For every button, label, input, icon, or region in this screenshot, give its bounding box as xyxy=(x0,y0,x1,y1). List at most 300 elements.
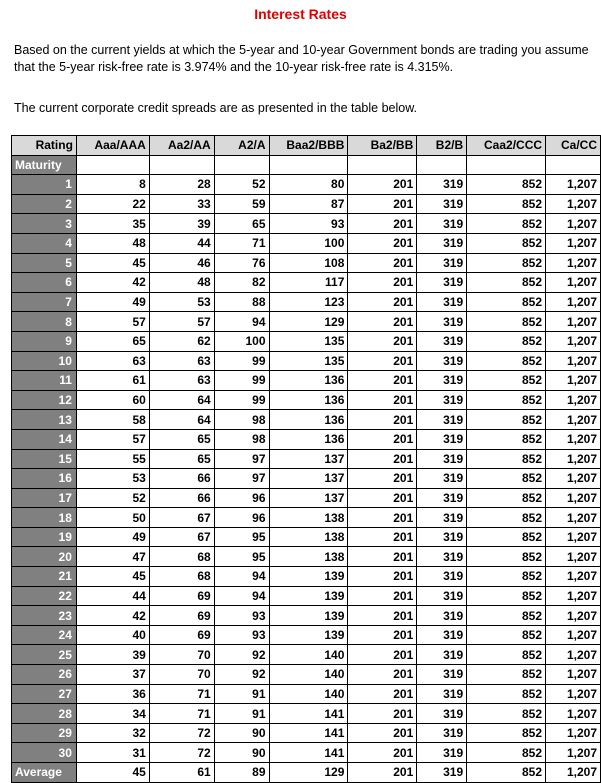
spread-cell: 1,207 xyxy=(546,429,601,449)
maturity-cell: 15 xyxy=(12,449,77,469)
spread-cell: 852 xyxy=(467,488,546,508)
spread-cell: 63 xyxy=(149,371,214,391)
spread-cell: 201 xyxy=(348,469,417,489)
spread-cell: 201 xyxy=(348,743,417,763)
maturity-cell: 17 xyxy=(12,488,77,508)
spread-cell: 93 xyxy=(269,214,348,234)
spread-cell: 40 xyxy=(76,625,149,645)
spread-cell: 852 xyxy=(467,390,546,410)
spread-cell: 852 xyxy=(467,429,546,449)
spread-cell: 852 xyxy=(467,273,546,293)
spread-cell: 319 xyxy=(417,469,467,489)
spread-cell: 319 xyxy=(417,233,467,253)
spread-cell: 852 xyxy=(467,253,546,273)
spread-cell: 65 xyxy=(149,429,214,449)
spread-cell: 92 xyxy=(214,665,269,685)
spread-cell: 91 xyxy=(214,684,269,704)
maturity-cell: 24 xyxy=(12,625,77,645)
spread-cell: 96 xyxy=(214,508,269,528)
table-row xyxy=(12,331,601,351)
spread-cell: 129 xyxy=(269,312,348,332)
spread-cell: 852 xyxy=(467,194,546,214)
spread-cell: 44 xyxy=(76,586,149,606)
average-row xyxy=(12,763,601,783)
spread-cell: 60 xyxy=(76,390,149,410)
maturity-cell: 8 xyxy=(12,312,77,332)
spread-cell: 76 xyxy=(214,253,269,273)
spread-cell: 1,207 xyxy=(546,371,601,391)
maturity-cell: 3 xyxy=(12,214,77,234)
spread-cell: 319 xyxy=(417,371,467,391)
table-row xyxy=(12,527,601,547)
spread-cell: 319 xyxy=(417,743,467,763)
spread-cell: 1,207 xyxy=(546,449,601,469)
spread-cell: 1,207 xyxy=(546,273,601,293)
spread-cell: 201 xyxy=(348,194,417,214)
spread-cell: 319 xyxy=(417,606,467,626)
spread-cell: 1,207 xyxy=(546,194,601,214)
column-header: Aa2/AA xyxy=(149,136,214,156)
spread-cell: 57 xyxy=(149,312,214,332)
spread-cell: 36 xyxy=(76,684,149,704)
spread-cell: 71 xyxy=(149,684,214,704)
spread-cell: 92 xyxy=(214,645,269,665)
spread-cell: 319 xyxy=(417,527,467,547)
spread-cell: 70 xyxy=(149,665,214,685)
spread-cell: 117 xyxy=(269,273,348,293)
table-row xyxy=(12,410,601,430)
spread-cell: 135 xyxy=(269,331,348,351)
spread-cell: 852 xyxy=(467,527,546,547)
spread-cell: 1,207 xyxy=(546,743,601,763)
spread-cell: 141 xyxy=(269,704,348,724)
maturity-cell: 6 xyxy=(12,273,77,293)
spread-cell: 67 xyxy=(149,508,214,528)
spread-cell: 65 xyxy=(76,331,149,351)
spread-cell: 1,207 xyxy=(546,214,601,234)
table-row xyxy=(12,449,601,469)
maturity-label: Maturity xyxy=(12,155,77,175)
maturity-cell: 18 xyxy=(12,508,77,528)
maturity-cell: 1 xyxy=(12,175,77,195)
spread-cell: 1,207 xyxy=(546,312,601,332)
spread-cell: 33 xyxy=(149,194,214,214)
maturity-cell: 13 xyxy=(12,410,77,430)
average-label: Average xyxy=(12,763,77,783)
spread-cell: 28 xyxy=(149,175,214,195)
spread-cell: 319 xyxy=(417,214,467,234)
maturity-cell: 30 xyxy=(12,743,77,763)
spread-cell: 99 xyxy=(214,390,269,410)
spread-cell: 852 xyxy=(467,586,546,606)
maturity-cell: 9 xyxy=(12,331,77,351)
table-row xyxy=(12,567,601,587)
spread-cell: 65 xyxy=(214,214,269,234)
spread-cell: 139 xyxy=(269,606,348,626)
maturity-label-row xyxy=(12,155,601,175)
spread-cell: 1,207 xyxy=(546,645,601,665)
spread-cell: 1,207 xyxy=(546,292,601,312)
spread-cell: 94 xyxy=(214,586,269,606)
table-header-row xyxy=(12,136,601,156)
spread-cell: 99 xyxy=(214,371,269,391)
spread-cell: 94 xyxy=(214,567,269,587)
spread-cell: 100 xyxy=(269,233,348,253)
spread-cell: 69 xyxy=(149,625,214,645)
spread-cell: 319 xyxy=(417,547,467,567)
spread-cell: 319 xyxy=(417,390,467,410)
spread-cell: 1,207 xyxy=(546,253,601,273)
average-cell: 129 xyxy=(269,763,348,783)
spread-cell: 319 xyxy=(417,292,467,312)
spread-cell: 852 xyxy=(467,410,546,430)
spread-cell: 319 xyxy=(417,723,467,743)
spread-cell: 1,207 xyxy=(546,684,601,704)
table-row xyxy=(12,665,601,685)
spread-cell: 319 xyxy=(417,488,467,508)
spread-cell: 140 xyxy=(269,684,348,704)
spread-cell: 1,207 xyxy=(546,586,601,606)
spread-cell: 319 xyxy=(417,586,467,606)
table-row xyxy=(12,547,601,567)
spread-cell: 852 xyxy=(467,214,546,234)
spread-cell: 42 xyxy=(76,273,149,293)
spread-cell: 136 xyxy=(269,410,348,430)
spread-cell: 319 xyxy=(417,645,467,665)
spread-cell: 93 xyxy=(214,625,269,645)
spread-cell: 139 xyxy=(269,567,348,587)
spread-cell: 59 xyxy=(214,194,269,214)
spread-cell: 61 xyxy=(76,371,149,391)
rating-header: Rating xyxy=(12,136,77,156)
maturity-cell: 11 xyxy=(12,371,77,391)
spread-cell: 201 xyxy=(348,665,417,685)
spread-cell: 22 xyxy=(76,194,149,214)
table-row xyxy=(12,292,601,312)
average-cell: 89 xyxy=(214,763,269,783)
table-row xyxy=(12,606,601,626)
spread-cell: 8 xyxy=(76,175,149,195)
table-row xyxy=(12,194,601,214)
spread-cell: 1,207 xyxy=(546,175,601,195)
average-cell: 1,207 xyxy=(546,763,601,783)
spread-cell: 319 xyxy=(417,508,467,528)
spread-cell: 48 xyxy=(149,273,214,293)
spread-cell: 139 xyxy=(269,586,348,606)
spread-cell: 97 xyxy=(214,449,269,469)
spread-cell: 39 xyxy=(149,214,214,234)
credit-spreads-table xyxy=(11,135,601,783)
table-row xyxy=(12,625,601,645)
spread-cell: 319 xyxy=(417,273,467,293)
spread-cell: 319 xyxy=(417,312,467,332)
spread-cell: 852 xyxy=(467,312,546,332)
spread-cell: 68 xyxy=(149,567,214,587)
spread-cell: 201 xyxy=(348,175,417,195)
spread-cell: 1,207 xyxy=(546,665,601,685)
column-header: Baa2/BBB xyxy=(269,136,348,156)
table-row xyxy=(12,371,601,391)
spread-cell: 71 xyxy=(214,233,269,253)
table-row xyxy=(12,586,601,606)
spread-cell: 135 xyxy=(269,351,348,371)
spread-cell: 44 xyxy=(149,233,214,253)
spread-cell: 319 xyxy=(417,429,467,449)
spread-cell: 1,207 xyxy=(546,704,601,724)
spread-cell: 201 xyxy=(348,449,417,469)
spread-cell: 90 xyxy=(214,723,269,743)
maturity-cell: 25 xyxy=(12,645,77,665)
spread-cell: 201 xyxy=(348,233,417,253)
spread-cell: 852 xyxy=(467,743,546,763)
maturity-cell: 5 xyxy=(12,253,77,273)
spread-cell: 35 xyxy=(76,214,149,234)
column-header: B2/B xyxy=(417,136,467,156)
spread-cell: 1,207 xyxy=(546,331,601,351)
spread-cell: 319 xyxy=(417,175,467,195)
spread-cell: 319 xyxy=(417,449,467,469)
maturity-cell: 2 xyxy=(12,194,77,214)
spread-cell: 1,207 xyxy=(546,488,601,508)
spread-cell: 201 xyxy=(348,723,417,743)
spread-cell: 319 xyxy=(417,253,467,273)
spread-cell: 1,207 xyxy=(546,410,601,430)
spread-cell: 140 xyxy=(269,665,348,685)
spread-cell: 45 xyxy=(76,253,149,273)
spread-cell: 46 xyxy=(149,253,214,273)
table-row xyxy=(12,312,601,332)
spread-cell: 65 xyxy=(149,449,214,469)
maturity-cell: 16 xyxy=(12,469,77,489)
table-row xyxy=(12,273,601,293)
average-cell: 201 xyxy=(348,763,417,783)
spread-cell: 87 xyxy=(269,194,348,214)
spread-cell: 137 xyxy=(269,449,348,469)
spread-cell: 319 xyxy=(417,704,467,724)
spread-cell: 138 xyxy=(269,508,348,528)
spread-cell: 138 xyxy=(269,547,348,567)
spread-cell: 1,207 xyxy=(546,469,601,489)
spread-cell: 71 xyxy=(149,704,214,724)
spread-cell: 852 xyxy=(467,684,546,704)
spread-cell: 1,207 xyxy=(546,508,601,528)
spread-cell: 32 xyxy=(76,723,149,743)
spread-cell: 852 xyxy=(467,292,546,312)
average-cell: 61 xyxy=(149,763,214,783)
spread-cell: 52 xyxy=(76,488,149,508)
spread-cell: 39 xyxy=(76,645,149,665)
spread-cell: 141 xyxy=(269,723,348,743)
spread-cell: 52 xyxy=(214,175,269,195)
spread-cell: 1,207 xyxy=(546,547,601,567)
spread-cell: 852 xyxy=(467,645,546,665)
spread-cell: 49 xyxy=(76,292,149,312)
page-title: Interest Rates xyxy=(254,6,347,22)
spread-cell: 69 xyxy=(149,586,214,606)
spread-cell: 201 xyxy=(348,704,417,724)
spread-cell: 319 xyxy=(417,567,467,587)
maturity-cell: 19 xyxy=(12,527,77,547)
spread-cell: 64 xyxy=(149,390,214,410)
spread-cell: 201 xyxy=(348,508,417,528)
spread-cell: 201 xyxy=(348,371,417,391)
spread-cell: 319 xyxy=(417,331,467,351)
spread-cell: 70 xyxy=(149,645,214,665)
maturity-cell: 22 xyxy=(12,586,77,606)
spread-cell: 852 xyxy=(467,508,546,528)
spread-cell: 50 xyxy=(76,508,149,528)
spread-cell: 53 xyxy=(149,292,214,312)
spread-cell: 63 xyxy=(149,351,214,371)
spread-cell: 1,207 xyxy=(546,351,601,371)
spread-cell: 201 xyxy=(348,312,417,332)
spread-cell: 90 xyxy=(214,743,269,763)
spread-cell: 64 xyxy=(149,410,214,430)
spread-cell: 42 xyxy=(76,606,149,626)
maturity-cell: 27 xyxy=(12,684,77,704)
spread-cell: 137 xyxy=(269,488,348,508)
maturity-cell: 4 xyxy=(12,233,77,253)
table-row xyxy=(12,684,601,704)
spread-cell: 138 xyxy=(269,527,348,547)
maturity-cell: 12 xyxy=(12,390,77,410)
spread-cell: 1,207 xyxy=(546,625,601,645)
table-row xyxy=(12,743,601,763)
spread-cell: 1,207 xyxy=(546,723,601,743)
spread-cell: 201 xyxy=(348,547,417,567)
table-row xyxy=(12,488,601,508)
spread-cell: 95 xyxy=(214,547,269,567)
column-header: Caa2/CCC xyxy=(467,136,546,156)
maturity-cell: 7 xyxy=(12,292,77,312)
spread-cell: 852 xyxy=(467,351,546,371)
maturity-cell: 29 xyxy=(12,723,77,743)
spread-cell: 1,207 xyxy=(546,527,601,547)
table-row xyxy=(12,645,601,665)
spread-cell: 93 xyxy=(214,606,269,626)
spread-cell: 140 xyxy=(269,645,348,665)
spread-cell: 66 xyxy=(149,469,214,489)
spread-cell: 136 xyxy=(269,429,348,449)
spread-cell: 48 xyxy=(76,233,149,253)
spread-cell: 319 xyxy=(417,625,467,645)
spread-cell: 201 xyxy=(348,527,417,547)
spread-cell: 201 xyxy=(348,351,417,371)
spread-cell: 852 xyxy=(467,625,546,645)
spread-cell: 98 xyxy=(214,410,269,430)
spread-cell: 201 xyxy=(348,331,417,351)
spread-cell: 96 xyxy=(214,488,269,508)
spread-cell: 852 xyxy=(467,547,546,567)
spread-cell: 201 xyxy=(348,390,417,410)
spread-cell: 319 xyxy=(417,665,467,685)
spread-cell: 139 xyxy=(269,625,348,645)
table-row xyxy=(12,390,601,410)
table-row xyxy=(12,429,601,449)
table-row xyxy=(12,723,601,743)
spread-cell: 141 xyxy=(269,743,348,763)
spread-cell: 136 xyxy=(269,390,348,410)
column-header: Aaa/AAA xyxy=(76,136,149,156)
spread-cell: 201 xyxy=(348,645,417,665)
spread-cell: 82 xyxy=(214,273,269,293)
column-header: Ba2/BB xyxy=(348,136,417,156)
spread-cell: 852 xyxy=(467,606,546,626)
spread-cell: 1,207 xyxy=(546,233,601,253)
spread-cell: 95 xyxy=(214,527,269,547)
spread-cell: 201 xyxy=(348,292,417,312)
spread-cell: 852 xyxy=(467,704,546,724)
spread-cell: 201 xyxy=(348,410,417,430)
spread-cell: 1,207 xyxy=(546,606,601,626)
spread-cell: 852 xyxy=(467,233,546,253)
spread-cell: 852 xyxy=(467,665,546,685)
table-row xyxy=(12,253,601,273)
spread-cell: 68 xyxy=(149,547,214,567)
spread-cell: 319 xyxy=(417,194,467,214)
average-cell: 852 xyxy=(467,763,546,783)
spread-cell: 69 xyxy=(149,606,214,626)
spread-cell: 852 xyxy=(467,723,546,743)
spread-cell: 45 xyxy=(76,567,149,587)
table-row xyxy=(12,469,601,489)
spread-cell: 136 xyxy=(269,371,348,391)
column-header: Ca/CC xyxy=(546,136,601,156)
spread-cell: 201 xyxy=(348,567,417,587)
spread-cell: 62 xyxy=(149,331,214,351)
table-row xyxy=(12,175,601,195)
spread-cell: 852 xyxy=(467,175,546,195)
table-row xyxy=(12,233,601,253)
spread-cell: 58 xyxy=(76,410,149,430)
spread-cell: 72 xyxy=(149,743,214,763)
spread-cell: 319 xyxy=(417,684,467,704)
table-row xyxy=(12,704,601,724)
spread-cell: 99 xyxy=(214,351,269,371)
spread-cell: 852 xyxy=(467,469,546,489)
spread-cell: 88 xyxy=(214,292,269,312)
spread-cell: 55 xyxy=(76,449,149,469)
spread-cell: 63 xyxy=(76,351,149,371)
spread-cell: 31 xyxy=(76,743,149,763)
maturity-cell: 20 xyxy=(12,547,77,567)
maturity-cell: 14 xyxy=(12,429,77,449)
maturity-cell: 23 xyxy=(12,606,77,626)
spread-cell: 852 xyxy=(467,371,546,391)
spread-cell: 201 xyxy=(348,586,417,606)
spread-cell: 137 xyxy=(269,469,348,489)
spread-cell: 201 xyxy=(348,273,417,293)
spread-cell: 67 xyxy=(149,527,214,547)
spread-cell: 94 xyxy=(214,312,269,332)
average-cell: 319 xyxy=(417,763,467,783)
spread-cell: 53 xyxy=(76,469,149,489)
spread-cell: 37 xyxy=(76,665,149,685)
spread-cell: 1,207 xyxy=(546,390,601,410)
average-cell: 45 xyxy=(76,763,149,783)
spread-cell: 201 xyxy=(348,606,417,626)
maturity-cell: 26 xyxy=(12,665,77,685)
spread-cell: 852 xyxy=(467,567,546,587)
spread-cell: 201 xyxy=(348,429,417,449)
spread-cell: 108 xyxy=(269,253,348,273)
spread-cell: 319 xyxy=(417,351,467,371)
spreads-note: The current corporate credit spreads are as presented in the table below. xyxy=(14,101,418,115)
spread-cell: 72 xyxy=(149,723,214,743)
spread-cell: 100 xyxy=(214,331,269,351)
maturity-cell: 10 xyxy=(12,351,77,371)
spread-cell: 201 xyxy=(348,488,417,508)
